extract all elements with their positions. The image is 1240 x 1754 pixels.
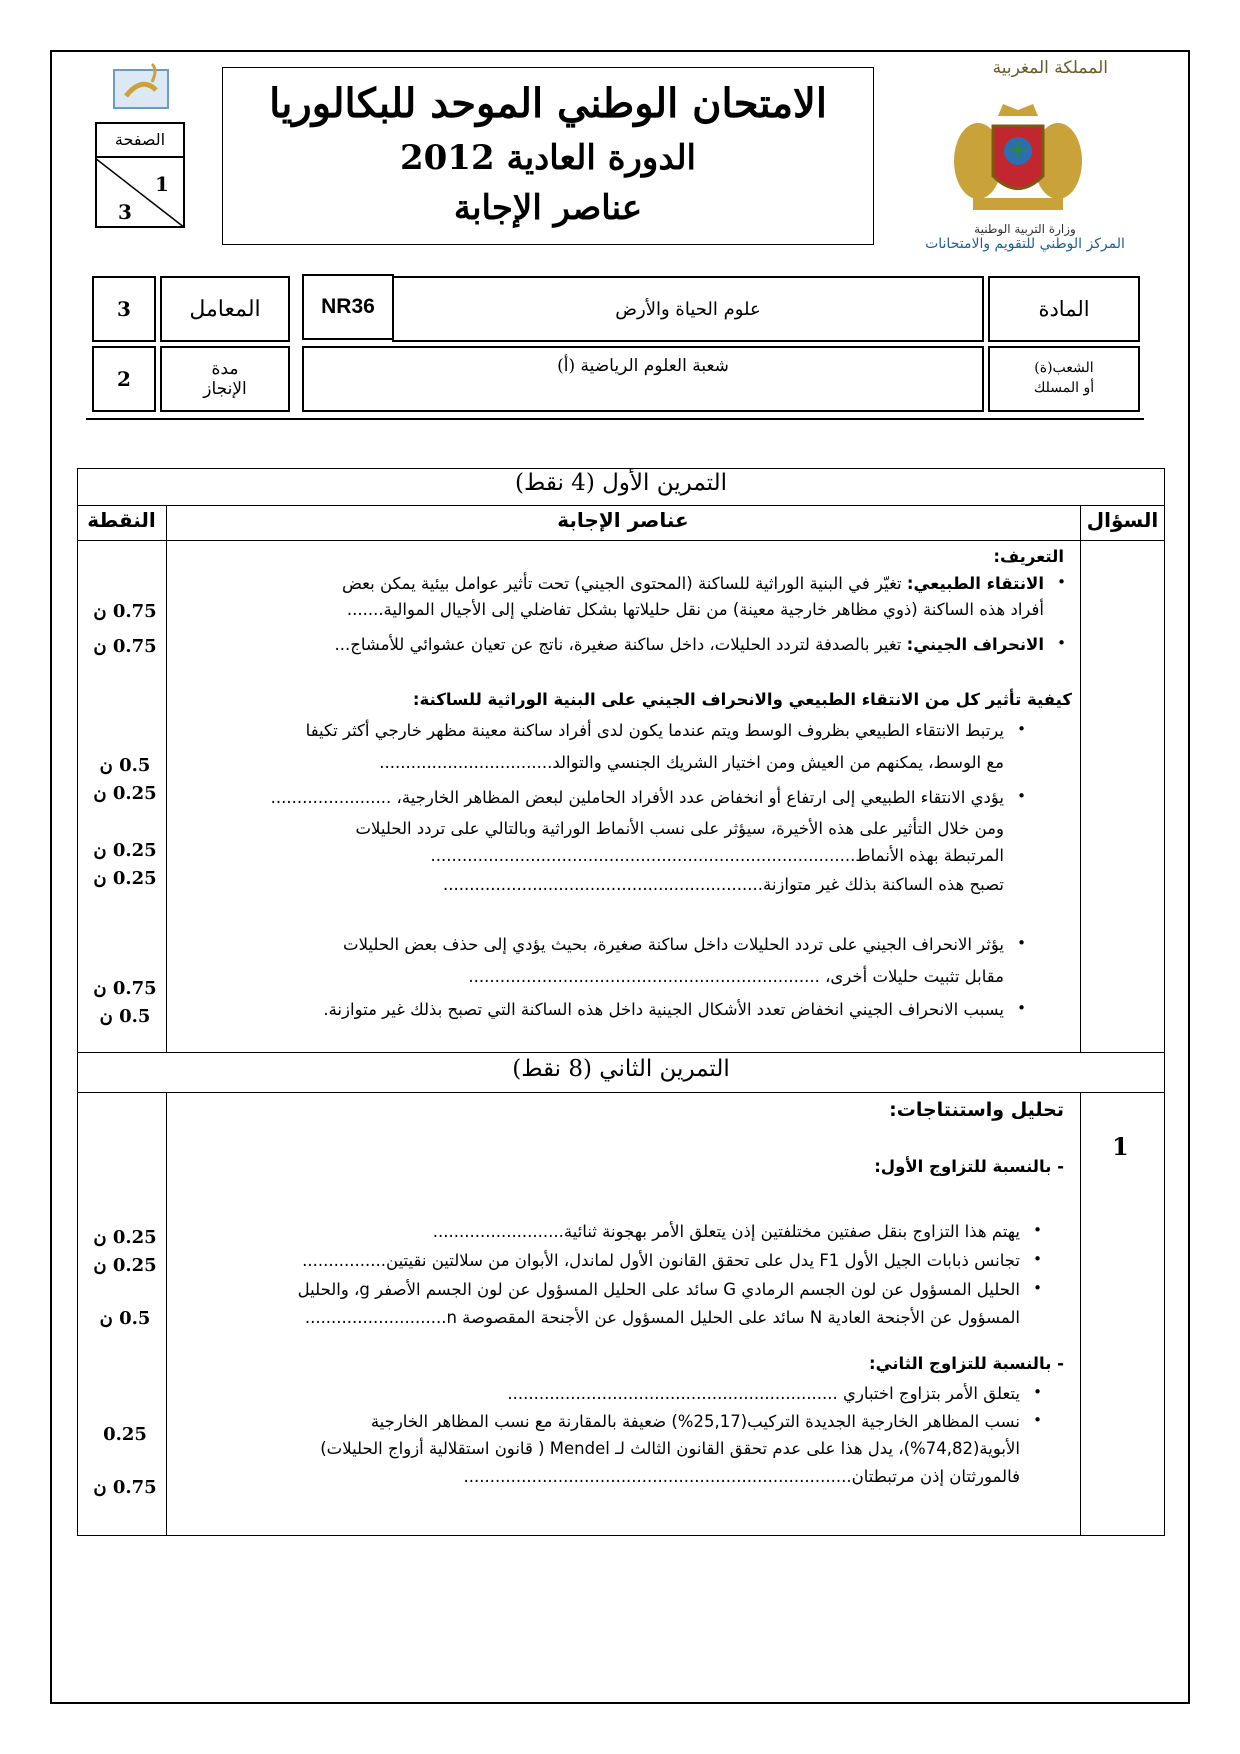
def1-line1 [164, 571, 1044, 597]
effect-p2-line4: تصبح هذه الساكنة بذلك غير متوازنة............................................................. [443, 875, 1004, 894]
info-divider [86, 418, 1144, 420]
cross2-line4: فالمورثتان إذن مرتبطتان.......................................................................... [463, 1467, 1020, 1486]
session-title: الدورة العادية 2012 [399, 138, 697, 178]
cross1-line2: • تجانس ذبابات الجيل الأول F1 يدل على تحقق القانون الأول لماندل، الأبوان من سلالتين نقيتين................ [160, 1248, 1020, 1274]
exam-title: الامتحان الوطني الموحد للبكالوريا [269, 80, 827, 127]
score: 0.75 ن [93, 601, 157, 622]
subject-value: علوم الحياة والأرض [392, 276, 984, 342]
ministry-block [900, 222, 1150, 253]
page-number-diagonal [95, 158, 185, 228]
effect-p1-line1: • يرتبط الانتقاء الطبيعي بظروف الوسط ويتم عندما يكون لدى أفراد ساكنة معينة مظهر خارجي أكثر تكيفا [124, 718, 1004, 744]
effect-p2-line1: • يؤدي الانتقاء الطبيعي إلى ارتفاع أو انخفاض عدد الأفراد الحاملين لبعض المظاهر الخارجية، ....................... [124, 785, 1004, 811]
row-line [77, 540, 1165, 541]
subject-code: NR36 [302, 274, 394, 340]
coef-value: 3 [92, 276, 156, 342]
score: 0.5 ن [99, 755, 151, 776]
col-line [1080, 505, 1081, 1052]
col-points: النقطة [87, 508, 156, 532]
cross1-heading: - بالنسبة للتزاوج الأول: [874, 1157, 1064, 1176]
cross1-line4: المسؤول عن الأجنحة العادية N سائد على الحليل المسؤول عن الأجنحة المقصوصة n........................... [304, 1308, 1020, 1327]
cross2-line2: • نسب المظاهر الخارجية الجديدة التركيب(25,17%) ضعيفة بالمقارنة مع نسب المظاهر الخارجية [160, 1409, 1020, 1435]
cross1-line3: • الحليل المسؤول عن لون الجسم الرمادي G سائد على الحليل المسؤول عن لون الجسم الأصفر g، والحليل [160, 1277, 1020, 1303]
col-line [1080, 1092, 1081, 1536]
page-total: 3 [118, 200, 132, 224]
score: 0.5 ن [99, 1006, 151, 1027]
score: 0.25 [103, 1424, 147, 1445]
effect-p4-line1: • يسبب الانحراف الجيني انخفاض تعدد الأشكال الجينية داخل هذه الساكنة التي تصبح بذلك غير متوازنة. [124, 997, 1004, 1023]
page-current: 1 [155, 172, 169, 196]
score: 0.5 ن [99, 1308, 151, 1329]
score: 0.25 ن [93, 868, 157, 889]
score: 0.25 ن [93, 840, 157, 861]
effect-p2-line2: ومن خلال التأثير على هذه الأخيرة، سيؤثر على نسب الأنماط الوراثية وبالتالي على تردد الحليلات [355, 819, 1004, 838]
row-line [77, 1052, 1165, 1053]
row-line [77, 1092, 1165, 1093]
cross2-heading: - بالنسبة للتزاوج الثاني: [869, 1354, 1064, 1373]
center-name: المركز الوطني للتقويم والامتحانات [925, 236, 1125, 253]
score: 0.25 ن [93, 783, 157, 804]
duration-value: 2 [92, 346, 156, 412]
score: 0.75 ن [93, 1477, 157, 1498]
effect-p1-line2: مع الوسط، يمكنهم من العيش ومن اختيار الشريك الجنسي والتوالد................................. [379, 753, 1004, 772]
def2-line [164, 632, 1044, 658]
branch-value: شعبة العلوم الرياضية (أ) [302, 346, 984, 412]
score: 0.25 ن [93, 1255, 157, 1276]
cross2-line3: الأبوية(74,82%)، يدل هذا على عدم تحقق القانون الثالث لـ Mendel ( قانون استقلالية أزواج الحليلات) [320, 1439, 1020, 1458]
doc-type-title: عناصر الإجابة [453, 188, 643, 228]
def1-term: الانتقاء الطبيعي: [906, 574, 1044, 593]
definition-heading: التعريف: [993, 547, 1064, 566]
branch-label [988, 346, 1140, 412]
row-line [77, 505, 1165, 506]
cnee-logo-icon [112, 60, 172, 112]
exercise1-title: التمرين الأول (4 نقط) [515, 470, 727, 496]
analysis-heading: تحليل واستنتاجات: [889, 1099, 1064, 1121]
branch-label-2: أو المسلك [1033, 380, 1095, 396]
score: 0.75 ن [93, 636, 157, 657]
effect-p3-line2: مقابل تثبيت حليلات أخرى، ................................................................... [468, 967, 1004, 986]
question-number: 1 [1112, 1132, 1129, 1161]
page-label: الصفحة [95, 122, 185, 158]
exam-title-box [222, 67, 874, 245]
score: 0.25 ن [93, 1227, 157, 1248]
def2-term: الانحراف الجيني: [906, 635, 1044, 654]
col-question: السؤال [1086, 508, 1159, 532]
def1-line2: أفراد هذه الساكنة (ذوي مظاهر خارجية معينة) من نقل حليلاتها بشكل تفاضلي إلى الأجيال الموالية....... [346, 600, 1044, 619]
kingdom-name: المملكة المغربية [992, 58, 1108, 78]
col-answer: عناصر الإجابة [557, 508, 689, 532]
def2-text: تغير بالصدفة لتردد الحليلات، داخل ساكنة صغيرة، ناتج عن تعيان عشوائي للأمشاج... [334, 635, 907, 654]
cross1-line1: • يهتم هذا التزاوج بنقل صفتين مختلفتين إذن يتعلق الأمر بهجونة ثنائية......................... [160, 1219, 1020, 1245]
effect-p2-line3: المرتبطة بهذه الأنماط................................................................................. [430, 846, 1004, 865]
coat-of-arms-icon [948, 86, 1088, 216]
score: 0.75 ن [93, 978, 157, 999]
def1-text: تغيّر في البنية الوراثية للساكنة (المحتوى الجيني) تحت تأثير عوامل بيئية يمكن بعض [341, 574, 907, 593]
effect-heading: كيفية تأثير كل من الانتقاء الطبيعي والانحراف الجيني على البنية الوراثية للساكنة: [412, 690, 1072, 709]
duration-label-2: الإنجاز [203, 379, 247, 399]
exercise2-title: التمرين الثاني (8 نقط) [512, 1056, 730, 1082]
ministry-name: وزارة التربية الوطنية [974, 222, 1076, 236]
branch-label-1: الشعب(ة) [1034, 360, 1094, 377]
coef-label: المعامل [160, 276, 290, 342]
subject-label: المادة [988, 276, 1140, 342]
cross2-line1: • يتعلق الأمر بتزاوج اختباري ............................................................... [160, 1381, 1020, 1407]
duration-label [160, 346, 290, 412]
duration-label-1: مدة [211, 358, 239, 379]
effect-p3-line1: • يؤثر الانحراف الجيني على تردد الحليلات داخل ساكنة صغيرة، بحيث يؤدي إلى حذف بعض الحليلات [124, 932, 1004, 958]
